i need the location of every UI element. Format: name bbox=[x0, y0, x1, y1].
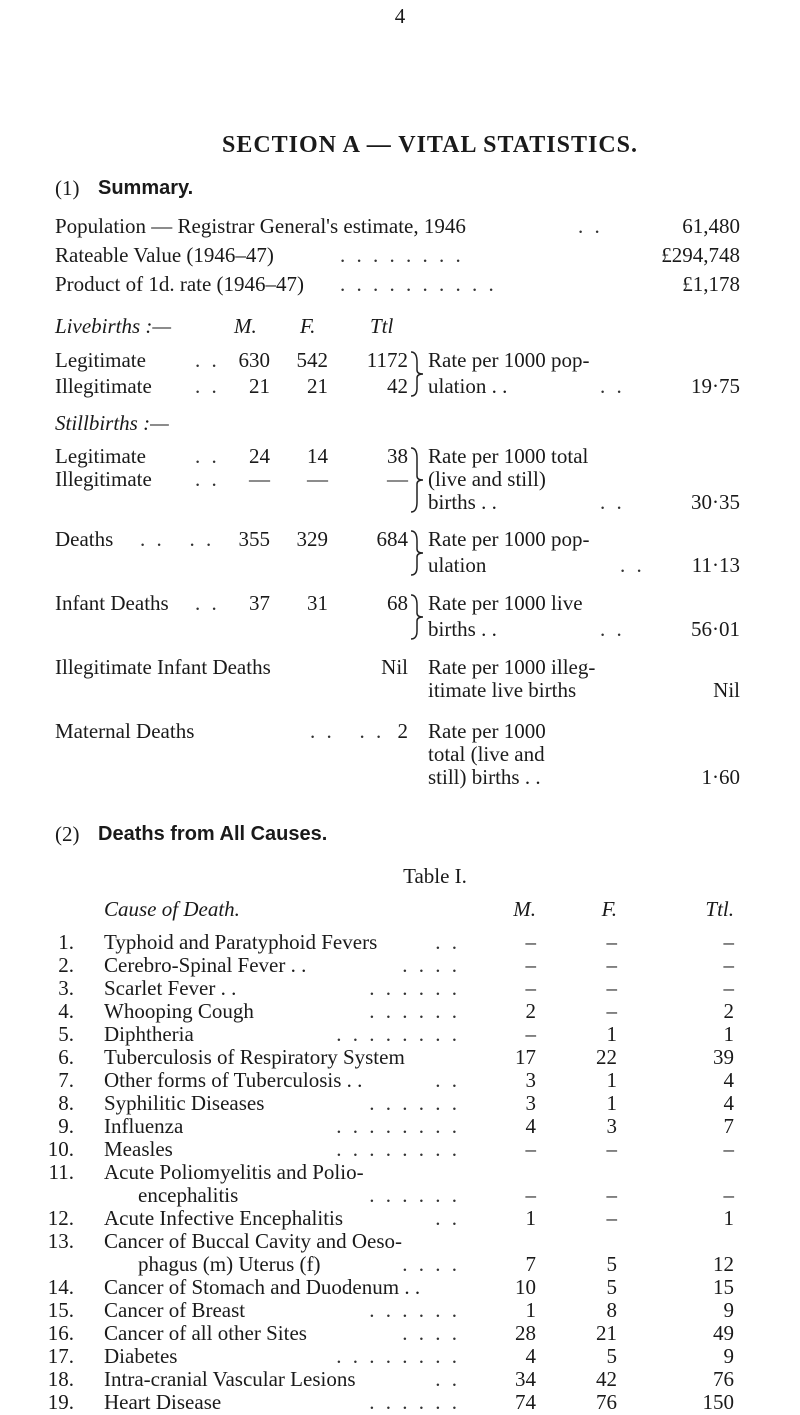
population-label: Population — Registrar General's estimate, 1946 bbox=[55, 214, 466, 238]
row-leader-dots: . . . . . . . . bbox=[336, 1137, 460, 1161]
cause-name: Cancer of all other Sites bbox=[104, 1321, 307, 1345]
row-number: 13. bbox=[47, 1229, 74, 1253]
row-leader-dots: . . . . . . . . bbox=[336, 1344, 460, 1368]
row-number: 17. bbox=[47, 1344, 74, 1368]
deaths-brace bbox=[409, 529, 425, 577]
value-f: – bbox=[606, 1137, 617, 1161]
livebirths-legit-f: 542 bbox=[296, 348, 328, 372]
value-ttl: – bbox=[723, 930, 734, 954]
value-f: – bbox=[606, 930, 617, 954]
value-m: 34 bbox=[515, 1367, 536, 1391]
value-ttl: 1 bbox=[723, 1022, 734, 1046]
livebirths-heading: Livebirths :— bbox=[55, 314, 172, 338]
livebirths-rate-value: 19·75 bbox=[691, 374, 740, 398]
value-m: 1 bbox=[525, 1298, 536, 1322]
stillbirths-illegit-f: — bbox=[307, 467, 328, 491]
value-m: 4 bbox=[525, 1114, 536, 1138]
cause-name: Whooping Cough bbox=[104, 999, 254, 1023]
value-ttl: 7 bbox=[723, 1114, 734, 1138]
livebirths-illegit-label: Illegitimate bbox=[55, 374, 152, 398]
value-f: – bbox=[606, 999, 617, 1023]
row-number: 8. bbox=[58, 1091, 74, 1115]
maternal-rate-line3: still) births . . bbox=[428, 765, 541, 789]
stillbirths-illegit-m: — bbox=[249, 467, 270, 491]
deaths-rate-line2: ulation bbox=[428, 553, 487, 577]
infant-deaths-label: Infant Deaths bbox=[55, 591, 169, 615]
cause-name: Cancer of Stomach and Duodenum . . bbox=[104, 1275, 421, 1299]
value-ttl: 2 bbox=[723, 999, 734, 1023]
stillbirths-illegit-ttl: — bbox=[387, 467, 408, 491]
infant-deaths-rate-value: 56·01 bbox=[691, 617, 740, 641]
stillbirths-heading: Stillbirths :— bbox=[55, 411, 169, 435]
row-leader-dots: . . . . bbox=[402, 1321, 460, 1345]
value-ttl: – bbox=[723, 1183, 734, 1207]
maternal-rate-value: 1·60 bbox=[701, 765, 740, 789]
cause-name: Other forms of Tuberculosis . . bbox=[104, 1068, 363, 1092]
value-ttl: 12 bbox=[713, 1252, 734, 1276]
cause-name: Intra-cranial Vascular Lesions bbox=[104, 1367, 356, 1391]
livebirths-rate-line2: ulation . . bbox=[428, 374, 508, 398]
table-title: Table I. bbox=[403, 864, 467, 888]
summary-heading: Summary. bbox=[98, 177, 194, 199]
livebirths-illegit-ttl: 42 bbox=[387, 374, 408, 398]
stillbirths-illegit-label: Illegitimate bbox=[55, 467, 152, 491]
value-f: 5 bbox=[606, 1275, 617, 1299]
row-number: 5. bbox=[58, 1022, 74, 1046]
row-leader-dots: . . bbox=[435, 930, 460, 954]
value-f: 5 bbox=[606, 1344, 617, 1368]
value-m: – bbox=[525, 953, 536, 977]
rateable-leader: . . . . . . . . bbox=[340, 243, 464, 267]
row-leader-dots: . . . . . . bbox=[369, 999, 460, 1023]
cause-name: Typhoid and Paratyphoid Fevers bbox=[104, 930, 378, 954]
deaths-rate-line1: Rate per 1000 pop- bbox=[428, 527, 590, 551]
product-label: Product of 1d. rate (1946–47) bbox=[55, 272, 305, 296]
value-m: – bbox=[525, 1183, 536, 1207]
section-title: SECTION A — VITAL STATISTICS. bbox=[221, 132, 639, 158]
livebirths-illegit-m: 21 bbox=[249, 374, 270, 398]
summary-heading-number: (1) bbox=[55, 176, 80, 200]
cause-name: Acute Infective Encephalitis bbox=[104, 1206, 344, 1230]
cause-name: Cerebro-Spinal Fever . . bbox=[104, 953, 307, 977]
value-ttl: 4 bbox=[723, 1068, 734, 1092]
causes-heading: Deaths from All Causes. bbox=[98, 823, 328, 845]
cause-name: Cancer of Buccal Cavity and Oeso- bbox=[104, 1229, 402, 1253]
cause-name: Diphtheria bbox=[104, 1022, 194, 1046]
table-col-ttl-header: Ttl. bbox=[705, 897, 734, 921]
cause-name: Syphilitic Diseases bbox=[104, 1091, 265, 1115]
row-number: 1. bbox=[58, 930, 74, 954]
row-number: 11. bbox=[48, 1160, 74, 1184]
value-m: 3 bbox=[525, 1091, 536, 1115]
value-ttl: 9 bbox=[723, 1344, 734, 1368]
value-f: 1 bbox=[606, 1091, 617, 1115]
row-leader-dots: . . . . . . bbox=[369, 1298, 460, 1322]
row-number: 6. bbox=[58, 1045, 74, 1069]
maternal-value: 2 bbox=[397, 719, 408, 743]
value-ttl: – bbox=[723, 976, 734, 1000]
deaths-label: Deaths bbox=[55, 527, 114, 551]
deaths-m: 355 bbox=[238, 527, 270, 551]
value-m: – bbox=[525, 976, 536, 1000]
maternal-rate-line1: Rate per 1000 bbox=[428, 719, 546, 743]
causes-heading-number: (2) bbox=[55, 822, 80, 846]
illegit-infant-label: Illegitimate Infant Deaths bbox=[55, 655, 271, 679]
row-leader-dots: . . . . bbox=[402, 1252, 460, 1276]
value-f: – bbox=[606, 976, 617, 1000]
stillbirths-rate-line2: (live and still) bbox=[428, 467, 546, 491]
infant-deaths-brace bbox=[409, 593, 425, 641]
row-leader-dots: . . bbox=[435, 1206, 460, 1230]
row-number: 12. bbox=[47, 1206, 74, 1230]
value-f: – bbox=[606, 1183, 617, 1207]
illegit-infant-rate-line2: itimate live births bbox=[428, 678, 577, 702]
table-col-f-header: F. bbox=[601, 897, 617, 921]
value-f: – bbox=[606, 1206, 617, 1230]
row-number: 14. bbox=[47, 1275, 74, 1299]
value-f: 3 bbox=[606, 1114, 617, 1138]
cause-name: Acute Poliomyelitis and Polio- bbox=[104, 1160, 364, 1184]
value-ttl: 4 bbox=[723, 1091, 734, 1115]
value-m: 10 bbox=[515, 1275, 536, 1299]
value-m: 3 bbox=[525, 1068, 536, 1092]
product-leader: . . . . . . . . . . bbox=[340, 272, 497, 296]
stillbirths-legit-ttl: 38 bbox=[387, 444, 408, 468]
cause-name: Tuberculosis of Respiratory System bbox=[104, 1045, 405, 1069]
value-m: – bbox=[525, 1022, 536, 1046]
infant-deaths-rate-line1: Rate per 1000 live bbox=[428, 591, 583, 615]
value-m: – bbox=[525, 1137, 536, 1161]
value-f: 1 bbox=[606, 1022, 617, 1046]
illegit-infant-value: Nil bbox=[381, 655, 408, 679]
value-ttl: 39 bbox=[713, 1045, 734, 1069]
value-ttl: 15 bbox=[713, 1275, 734, 1299]
row-leader-dots: . . . . . . . . bbox=[336, 1114, 460, 1138]
cause-name: Influenza bbox=[104, 1114, 184, 1138]
deaths-f: 329 bbox=[296, 527, 328, 551]
value-f: 22 bbox=[596, 1045, 617, 1069]
stillbirths-legit-label: Legitimate bbox=[55, 444, 146, 468]
population-value: 61,480 bbox=[682, 214, 740, 238]
value-m: – bbox=[525, 930, 536, 954]
value-m: 2 bbox=[525, 999, 536, 1023]
cause-name-continued: phagus (m) Uterus (f) bbox=[138, 1252, 321, 1276]
value-m: 4 bbox=[525, 1344, 536, 1368]
value-f: 8 bbox=[606, 1298, 617, 1322]
value-m: 17 bbox=[515, 1045, 536, 1069]
infant-deaths-f: 31 bbox=[307, 591, 328, 615]
row-leader-dots: . . . . . . . . bbox=[336, 1022, 460, 1046]
stillbirths-rate-line3: births . . bbox=[428, 490, 497, 514]
value-ttl: 9 bbox=[723, 1298, 734, 1322]
infant-deaths-ttl: 68 bbox=[387, 591, 408, 615]
value-f: 76 bbox=[596, 1390, 617, 1414]
col-ttl-header: Ttl bbox=[370, 314, 394, 338]
livebirths-illegit-f: 21 bbox=[307, 374, 328, 398]
value-m: 7 bbox=[525, 1252, 536, 1276]
product-value: £1,178 bbox=[682, 272, 740, 296]
stillbirths-rate-value: 30·35 bbox=[691, 490, 740, 514]
value-ttl: – bbox=[723, 953, 734, 977]
value-m: 1 bbox=[525, 1206, 536, 1230]
cause-name: Scarlet Fever . . bbox=[104, 976, 237, 1000]
row-number: 3. bbox=[58, 976, 74, 1000]
row-leader-dots: . . . . . . bbox=[369, 1183, 460, 1207]
stillbirths-legit-m: 24 bbox=[249, 444, 270, 468]
livebirths-brace bbox=[409, 350, 425, 398]
cause-name: Heart Disease bbox=[104, 1390, 222, 1414]
row-leader-dots: . . bbox=[435, 1068, 460, 1092]
illegit-infant-rate-line1: Rate per 1000 illeg- bbox=[428, 655, 596, 679]
infant-deaths-m: 37 bbox=[249, 591, 270, 615]
value-f: 21 bbox=[596, 1321, 617, 1345]
row-number: 15. bbox=[47, 1298, 74, 1322]
row-number: 2. bbox=[58, 953, 74, 977]
rateable-value: £294,748 bbox=[661, 243, 740, 267]
cause-name: Diabetes bbox=[104, 1344, 178, 1368]
livebirths-legit-ttl: 1172 bbox=[366, 348, 408, 372]
value-ttl: – bbox=[723, 1137, 734, 1161]
rateable-label: Rateable Value (1946–47) bbox=[55, 243, 274, 267]
livebirths-legit-label: Legitimate bbox=[55, 348, 146, 372]
livebirths-legit-m: 630 bbox=[238, 348, 270, 372]
value-m: 74 bbox=[515, 1390, 536, 1414]
value-ttl: 150 bbox=[702, 1390, 734, 1414]
population-leader: . . bbox=[578, 214, 603, 238]
value-ttl: 49 bbox=[713, 1321, 734, 1345]
table-col-m-header: M. bbox=[513, 897, 536, 921]
cause-name: Cancer of Breast bbox=[104, 1298, 246, 1322]
value-ttl: 1 bbox=[723, 1206, 734, 1230]
row-number: 18. bbox=[47, 1367, 74, 1391]
col-cause-header: Cause of Death. bbox=[104, 897, 240, 921]
cause-name: Measles bbox=[104, 1137, 173, 1161]
stillbirths-brace bbox=[409, 446, 425, 514]
infant-deaths-rate-line2: births . . bbox=[428, 617, 497, 641]
row-leader-dots: . . bbox=[435, 1367, 460, 1391]
row-number: 10. bbox=[47, 1137, 74, 1161]
livebirths-rate-line1: Rate per 1000 pop- bbox=[428, 348, 590, 372]
col-f-header: F. bbox=[300, 314, 316, 338]
value-ttl: 76 bbox=[713, 1367, 734, 1391]
row-number: 19. bbox=[47, 1390, 74, 1414]
col-m-header: M. bbox=[234, 314, 257, 338]
page-number: 4 bbox=[394, 4, 406, 28]
row-leader-dots: . . . . . . bbox=[369, 1091, 460, 1115]
row-leader-dots: . . . . . . bbox=[369, 976, 460, 1000]
value-f: 5 bbox=[606, 1252, 617, 1276]
row-leader-dots: . . . . bbox=[402, 953, 460, 977]
value-f: – bbox=[606, 953, 617, 977]
stillbirths-legit-f: 14 bbox=[307, 444, 328, 468]
deaths-rate-value: 11·13 bbox=[691, 553, 740, 577]
deaths-ttl: 684 bbox=[376, 527, 408, 551]
maternal-rate-line2: total (live and bbox=[428, 742, 545, 766]
illegit-infant-rate-value: Nil bbox=[713, 678, 740, 702]
row-number: 16. bbox=[47, 1321, 74, 1345]
row-leader-dots: . . . . . . bbox=[369, 1390, 460, 1414]
row-number: 4. bbox=[58, 999, 74, 1023]
maternal-label: Maternal Deaths bbox=[55, 719, 195, 743]
value-f: 1 bbox=[606, 1068, 617, 1092]
cause-name-continued: encephalitis bbox=[138, 1183, 239, 1207]
value-f: 42 bbox=[596, 1367, 617, 1391]
value-m: 28 bbox=[515, 1321, 536, 1345]
row-number: 9. bbox=[58, 1114, 74, 1138]
row-number: 7. bbox=[58, 1068, 74, 1092]
stillbirths-rate-line1: Rate per 1000 total bbox=[428, 444, 589, 468]
